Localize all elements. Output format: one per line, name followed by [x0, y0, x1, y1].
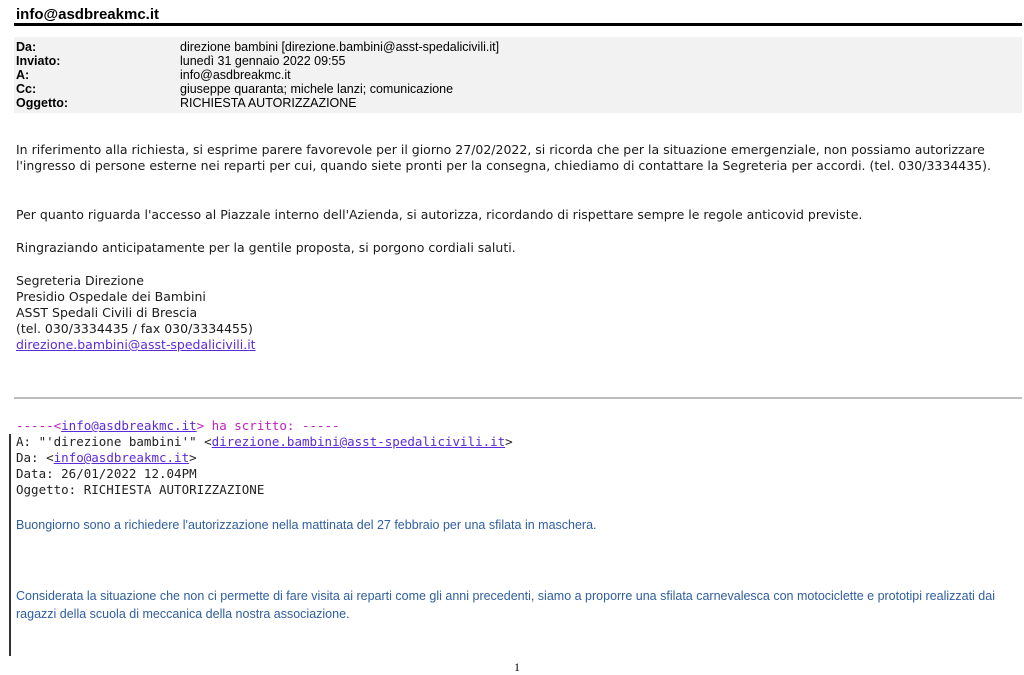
body-paragraph-2: Per quanto riguarda l'accesso al Piazzale interno dell'Azienda, si autorizza, ricordando di rispettare sempre le regole anticovid previste.	[16, 207, 863, 222]
quoted-to-prefix: A: "'direzione bambini'" <	[16, 434, 212, 449]
header-value-from: direzione bambini [direzione.bambini@asst-spedalicivili.it]	[180, 40, 500, 54]
title-divider	[14, 23, 1022, 26]
signature-line-4: (tel. 030/3334435 / fax 030/3334455)	[16, 321, 253, 336]
header-label-sent: Inviato:	[16, 54, 61, 68]
quoted-intro-suffix: > ha scritto: -----	[196, 418, 340, 433]
header-label-from: Da:	[16, 40, 37, 54]
quoted-intro-prefix: -----<	[16, 418, 62, 433]
header-label-to: A:	[16, 68, 30, 82]
quoted-to-email-link[interactable]: direzione.bambini@asst-spedalicivili.it	[211, 434, 506, 449]
quoted-to-suffix: >	[505, 434, 513, 449]
header-value-sent: lunedì 31 gennaio 2022 09:55	[180, 54, 346, 68]
quote-bar	[9, 434, 11, 656]
quoted-from-line	[16, 450, 197, 466]
signature-line-3: ASST Spedali Civili di Brescia	[16, 305, 198, 320]
signature-line-2: Presidio Ospedale dei Bambini	[16, 289, 206, 304]
quoted-intro-email-link[interactable]: info@asdbreakmc.it	[61, 418, 197, 433]
quoted-to-line	[16, 434, 513, 450]
header-label-subject: Oggetto:	[16, 96, 69, 110]
quoted-paragraph-2: Considerata la situazione che non ci permette di fare visita ai reparti come gli anni precedenti, siamo a proporre una sfilata carnevalesca con motociclette e prototipi realizzati dai ragazzi della scuola di meccanica della nostra associazione.	[16, 589, 995, 621]
header-value-to: info@asdbreakmc.it	[180, 68, 291, 82]
quoted-from-prefix: Da: <	[16, 450, 54, 465]
mailbox-title: info@asdbreakmc.it	[16, 6, 159, 23]
body-paragraph-3: Ringraziando anticipatamente per la gentile proposta, si porgono cordiali saluti.	[16, 240, 516, 255]
signature-line-1: Segreteria Direzione	[16, 273, 144, 288]
quoted-subject-line: Oggetto: RICHIESTA AUTORIZZAZIONE	[16, 482, 265, 497]
quoted-from-suffix: >	[189, 450, 197, 465]
email-header	[14, 37, 1022, 113]
page-number: 1	[514, 660, 520, 674]
quoted-paragraph-1: Buongiorno sono a richiedere l'autorizzazione nella mattinata del 27 febbraio per una sfilata in maschera.	[16, 518, 597, 532]
quote-separator	[14, 397, 1022, 399]
signature-email-link[interactable]: direzione.bambini@asst-spedalicivili.it	[16, 337, 256, 352]
signature-email-line	[16, 337, 256, 353]
quoted-date-line: Data: 26/01/2022 12.04PM	[16, 466, 197, 481]
header-value-subject: RICHIESTA AUTORIZZAZIONE	[180, 96, 357, 110]
header-label-cc: Cc:	[16, 82, 37, 96]
body-paragraph-1: In riferimento alla richiesta, si esprime parere favorevole per il giorno 27/02/2022, si ricorda che per la situazione emergenziale, non possiamo autorizzare l'ingresso di persone esterne nei reparti per cui, quando siete pronti per la consegna, chiediamo di contattare la Segreteria per accordi. (tel. 030/3334435).	[16, 142, 991, 173]
header-value-cc: giuseppe quaranta; michele lanzi; comunicazione	[180, 82, 454, 96]
quoted-intro	[16, 418, 340, 434]
quoted-from-email-link[interactable]: info@asdbreakmc.it	[53, 450, 190, 465]
